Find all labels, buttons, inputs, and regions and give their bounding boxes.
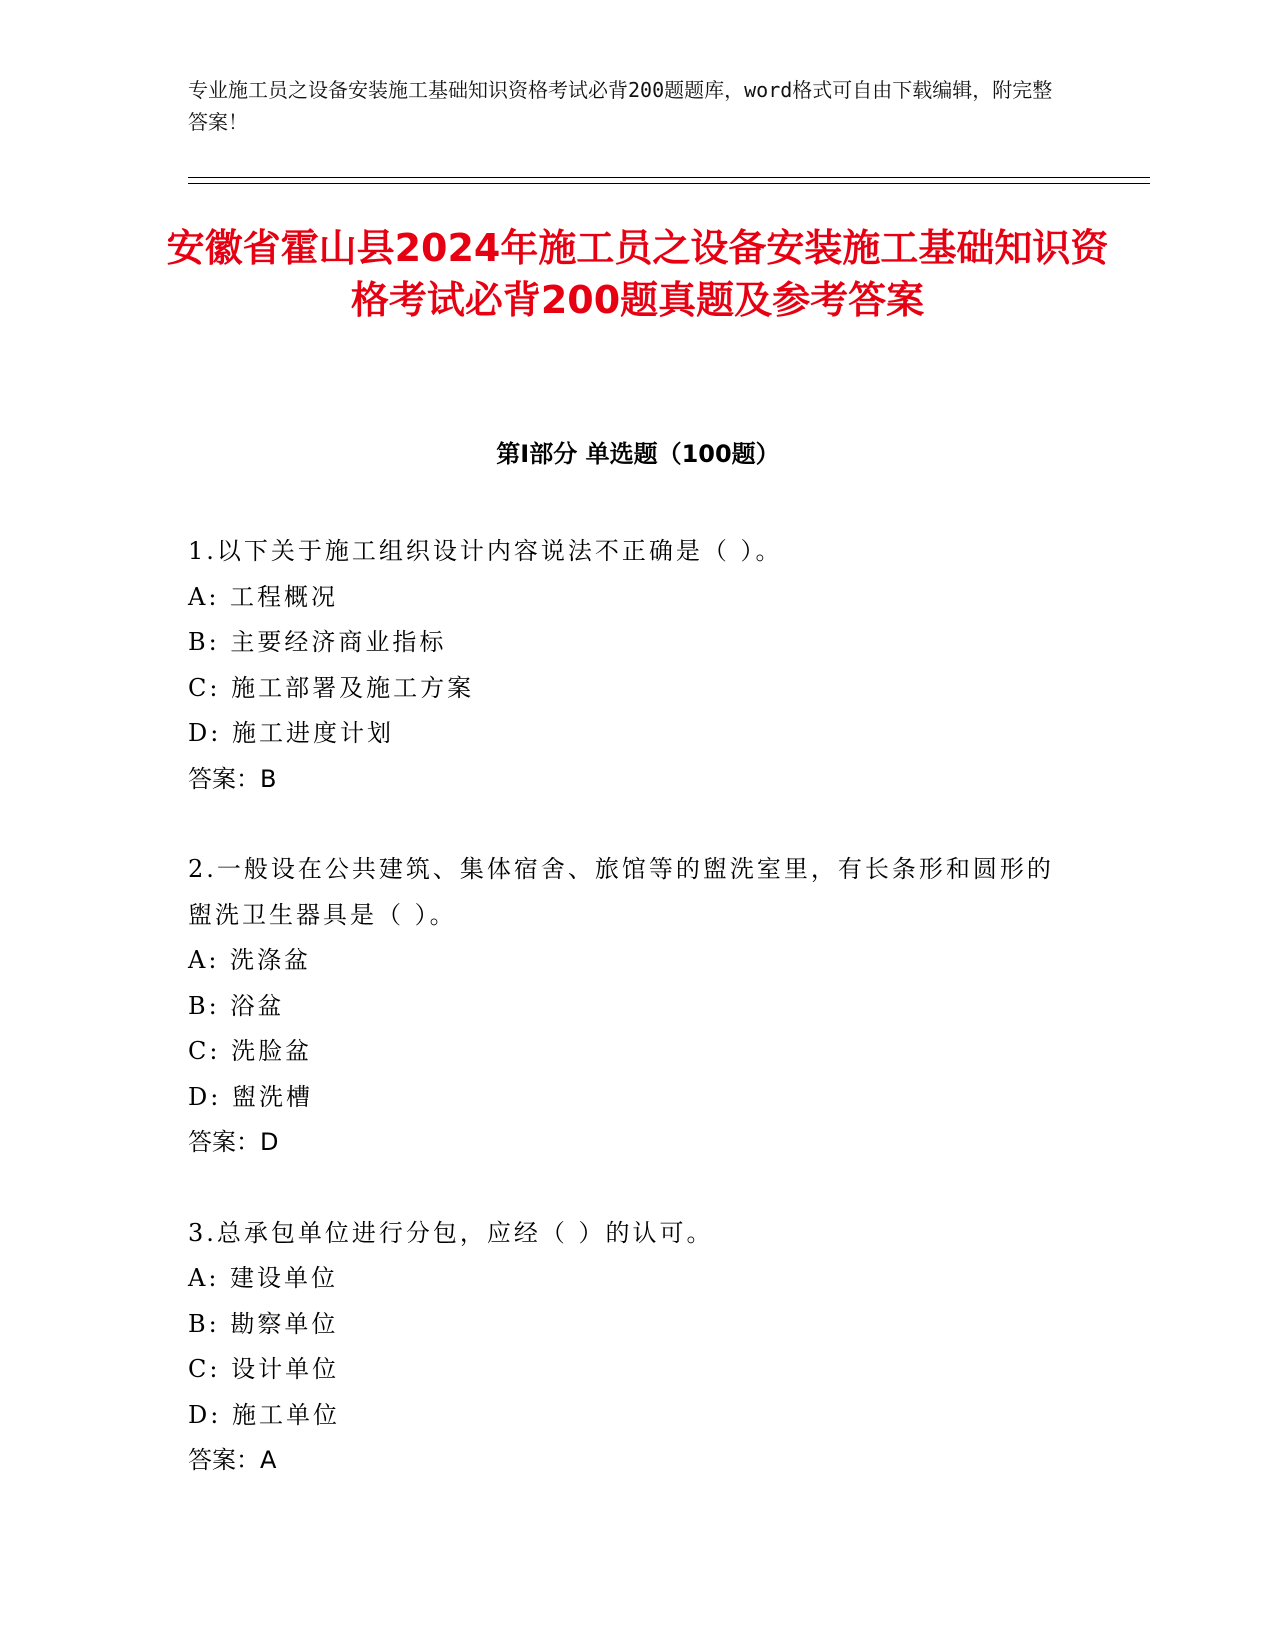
option-c: C: 施工部署及施工方案 <box>188 673 475 702</box>
option-d: D: 施工单位 <box>188 1400 340 1429</box>
option-b: B: 浴盆 <box>188 991 285 1020</box>
section-title: 第Ⅰ部分 单选题（100题） <box>496 440 780 468</box>
question-2 <box>188 847 1068 1166</box>
header-divider-bottom <box>188 183 1150 184</box>
option-a: A: 建设单位 <box>188 1264 339 1292</box>
question-stem: 3.总承包单位进行分包，应经（ ）的认可。 <box>188 1218 714 1247</box>
option-c: C: 设计单位 <box>188 1355 340 1383</box>
question-3 <box>188 1211 1068 1484</box>
option-d: D: 施工进度计划 <box>188 719 394 747</box>
option-b: B: 勘察单位 <box>188 1309 339 1338</box>
option-a: A: 工程概况 <box>188 582 339 611</box>
answer-line: 答案：A <box>188 1446 277 1474</box>
question-list <box>188 529 1068 1529</box>
option-b: B: 主要经济商业指标 <box>188 628 447 656</box>
document-title: 安徽省霍山县2024年施工员之设备安装施工基础知识资格考试必背200题真题及参考答案 <box>166 226 1109 322</box>
option-d: D: 盥洗槽 <box>188 1082 313 1111</box>
option-a: A: 洗涤盆 <box>188 946 312 974</box>
header-divider-top <box>188 177 1150 178</box>
question-stem: 2.一般设在公共建筑、集体宿舍、旅馆等的盥洗室里，有长条形和圆形的盥洗卫生器具是（ ）。 <box>188 855 1054 929</box>
option-c: C: 洗脸盆 <box>188 1037 313 1065</box>
question-stem: 1.以下关于施工组织设计内容说法不正确是（ ）。 <box>188 537 783 565</box>
header-note: 专业施工员之设备安装施工基础知识资格考试必背200题题库，word格式可自由下载编辑，附完整答案！ <box>188 78 1053 134</box>
answer-line: 答案：B <box>188 764 277 793</box>
answer-line: 答案：D <box>188 1128 279 1156</box>
question-1 <box>188 529 1068 802</box>
